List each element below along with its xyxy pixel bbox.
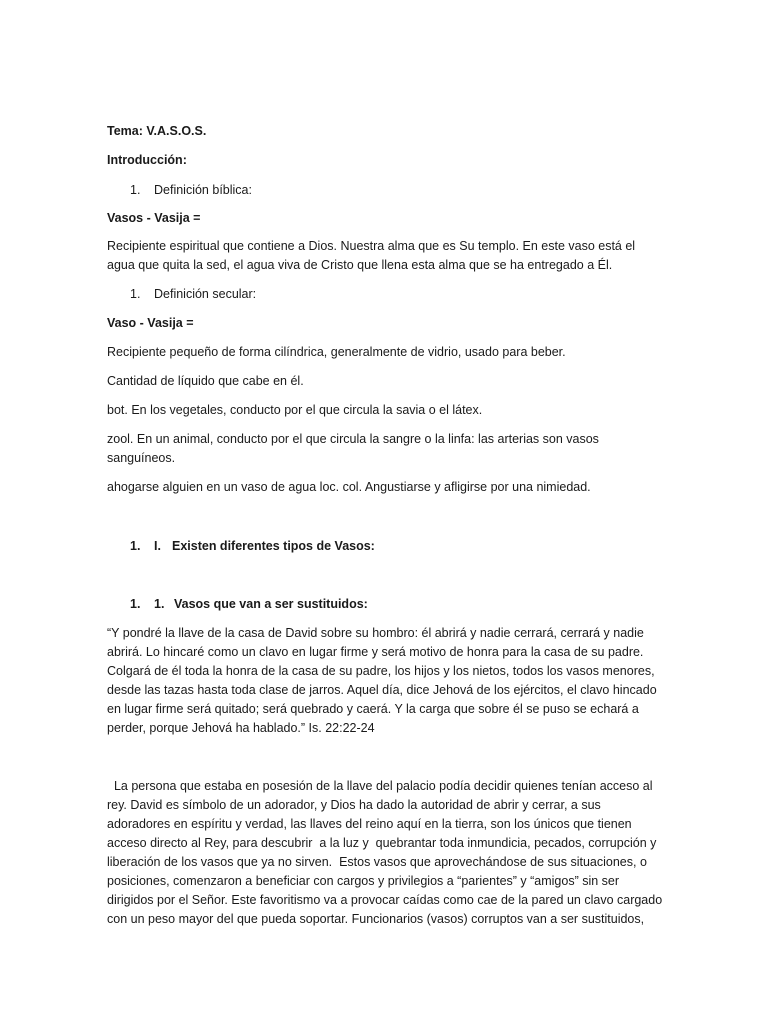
vaso-heading: Vaso - Vasija = <box>107 316 194 330</box>
vasos-heading: Vasos - Vasija = <box>107 211 201 225</box>
list-item-definicion-biblica <box>130 181 690 200</box>
secular-def-line: zool. En un animal, conducto por el que circula la sangre o la linfa: las arterias son vasos <box>107 432 599 446</box>
roman-numeral: I. <box>154 539 161 553</box>
secular-def-line: Cantidad de líquido que cabe en él. <box>107 374 304 388</box>
list-label: Definición bíblica: <box>154 183 252 197</box>
section-label: Existen diferentes tipos de Vasos: <box>172 539 375 553</box>
quote-line: “Y pondré la llave de la casa de David sobre su hombro: él abrirá y nadie cerrará, cerrará y nadie <box>107 626 644 640</box>
commentary-line: liberación de los vasos que ya no sirven. Estos vasos que aprovechándose de sus situaciones, o <box>107 855 647 869</box>
commentary-line: con un peso mayor del que pueda soportar. Funcionarios (vasos) corruptos van a ser sustituidos, <box>107 912 645 926</box>
commentary-line: adoradores en espíritu y verdad, las llaves del reino aquí en la tierra, son los únicos que tienen <box>107 817 632 831</box>
quote-line: desde las tazas hasta toda clase de jarros. Aquel día, dice Jehová de los ejércitos, el clavo hincado <box>107 683 657 697</box>
quote-line: Colgará de él toda la honra de la casa de su padre, los hijos y los nietos, todos los vasos menores, <box>107 664 655 678</box>
sub-number: 1. <box>154 597 165 611</box>
secular-def-line: ahogarse alguien en un vaso de agua loc. col. Angustiarse y afligirse por una nimiedad. <box>107 480 591 494</box>
commentary-line: dirigidos por el Señor. Este favoritismo va a provocar caídas como cae de la pared un clavo cargado <box>107 893 663 907</box>
list-number: 1. <box>130 539 141 553</box>
list-label: Definición secular: <box>154 287 257 301</box>
section-tipos-de-vasos <box>130 537 690 556</box>
commentary-line: acceso directo al Rey, para descubrir a la luz y quebrantar toda inmundicia, pecados, corrupción y <box>107 836 657 850</box>
commentary-line: rey. David es símbolo de un adorador, y Dios ha dado la autoridad de abrir y cerrar, a sus <box>107 798 601 812</box>
biblical-def-line: agua que quita la sed, el agua viva de Cristo que llena esta alma que se ha entregado a Él. <box>107 258 613 272</box>
biblical-def-line: Recipiente espiritual que contiene a Dios. Nuestra alma que es Su templo. En este vaso está el <box>107 239 636 253</box>
list-number: 1. <box>130 287 141 301</box>
quote-line: perder, porque Jehová ha hablado.” Is. 22:22-24 <box>107 721 375 735</box>
tema-heading: Tema: V.A.S.O.S. <box>107 124 207 138</box>
quote-line: en lugar firme será quitado; será quebrado y caerá. Y la carga que sobre él se puso se echará a <box>107 702 639 716</box>
commentary-line: La persona que estaba en posesión de la llave del palacio podía decidir quienes tenían acceso al <box>107 779 653 793</box>
section-label: Vasos que van a ser sustituidos: <box>174 597 368 611</box>
secular-def-line: bot. En los vegetales, conducto por el que circula la savia o el látex. <box>107 403 483 417</box>
introduccion-heading: Introducción: <box>107 153 187 167</box>
secular-def-line: Recipiente pequeño de forma cilíndrica, generalmente de vidrio, usado para beber. <box>107 345 566 359</box>
commentary-line: posiciones, comenzaron a beneficiar con cargos y privilegios a “parientes” y “amigos” sin ser <box>107 874 620 888</box>
quote-line: abrirá. Lo hincaré como un clavo en lugar firme y será motivo de honra para la casa de su padre. <box>107 645 644 659</box>
list-item-definicion-secular <box>130 285 690 304</box>
list-number: 1. <box>130 183 141 197</box>
list-number: 1. <box>130 597 141 611</box>
secular-def-line: sanguíneos. <box>107 451 176 465</box>
section-vasos-sustituidos <box>130 595 690 614</box>
